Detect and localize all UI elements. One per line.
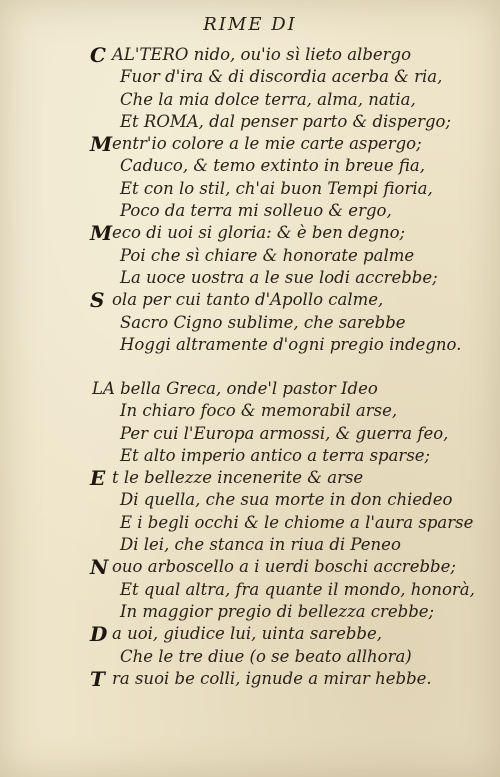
verse-text: Che le tre diue (o se beato allhora) [120, 646, 412, 666]
verse-line [0, 467, 500, 489]
sonnet-1 [0, 44, 500, 356]
initial-letter: S [90, 288, 105, 313]
verse-text: AL'TERO nido, ou'io sì lieto albergo [112, 45, 412, 64]
verse-line [0, 601, 500, 623]
verse-line [0, 334, 500, 356]
verse-text: a uoi, giudice lui, uinta sarebbe, [112, 624, 382, 644]
verse-line [0, 579, 500, 601]
verse-text: Et con lo stil, ch'ai buon Tempi fioria, [120, 178, 433, 198]
verse-line [0, 66, 500, 88]
verse-line [0, 623, 500, 645]
verse-text: La uoce uostra a le sue lodi accrebbe; [120, 267, 438, 287]
verse-line [0, 445, 500, 467]
verse-line [0, 312, 500, 334]
verse-text: Et ROMA, dal penser parto & dispergo; [120, 111, 452, 131]
verse-text: Caduco, & temo extinto in breue fia, [120, 156, 425, 176]
verse-line [0, 646, 500, 668]
verse-text: Et qual altra, fra quante il mondo, honorà, [120, 579, 475, 599]
initial-letter: D [90, 622, 108, 647]
verse-text: Hoggi altramente d'ogni pregio indegno. [120, 334, 462, 354]
verse-line [0, 289, 500, 311]
verse-text: Di quella, che sua morte in don chiedeo [120, 490, 453, 510]
verse-text: In maggior pregio di bellezza crebbe; [120, 601, 435, 621]
verse-text: Et alto imperio antico a terra sparse; [120, 445, 431, 465]
verse-text: Che la mia dolce terra, alma, natia, [120, 89, 416, 109]
verse-line [0, 512, 500, 534]
verse-text: ra suoi be colli, ignude a mirar hebbe. [112, 668, 432, 688]
verse-text: Fuor d'ira & di discordia acerba & ria, [120, 67, 443, 87]
verse-line [0, 400, 500, 422]
verse-line [0, 222, 500, 244]
verse-line [0, 178, 500, 200]
verse-text: Di lei, che stanca in riua di Peneo [120, 535, 401, 555]
verse-line [0, 556, 500, 578]
verse-line [0, 200, 500, 222]
verse-text: Poco da terra mi solleuo & ergo, [120, 201, 392, 221]
verse-line [0, 668, 500, 690]
initial-letter: T [90, 666, 105, 691]
initial-letter: C [90, 43, 106, 67]
initial-letter: M [90, 132, 113, 157]
verse-text: ouo arboscello a i uerdi boschi accrebbe; [112, 557, 456, 577]
verse-text: eco di uoi si gloria: & è ben degno; [112, 223, 406, 243]
verse-line [0, 44, 500, 66]
verse-text: ola per cui tanto d'Apollo calme, [112, 290, 384, 310]
initial-letter: M [90, 221, 113, 246]
verse-text: Per cui l'Europa armossi, & guerra feo, [120, 423, 449, 443]
verse-line [0, 534, 500, 556]
verse-line [0, 423, 500, 445]
verse-text: E i begli occhi & le chiome a l'aura sparse [120, 512, 474, 532]
verse-line [0, 155, 500, 177]
verse-text: t le bellezze incenerite & arse [112, 468, 364, 488]
sonnet-2 [0, 378, 500, 690]
verse-text: LA bella Greca, onde'l pastor Ideo [92, 379, 378, 398]
verse-line [0, 489, 500, 511]
verse-line [0, 267, 500, 289]
verse-line [0, 111, 500, 133]
initial-letter: N [90, 555, 109, 580]
verse-text: Sacro Cigno sublime, che sarebbe [120, 312, 406, 332]
running-head: RIME DI [203, 14, 297, 35]
verse-line [0, 245, 500, 267]
verse-text: In chiaro foco & memorabil arse, [120, 401, 398, 421]
initial-letter: E [90, 466, 106, 491]
verse-line [0, 378, 500, 400]
verse-line [0, 133, 500, 155]
verse-text: entr'io colore a le mie carte aspergo; [112, 134, 422, 154]
verse-text: Poi che sì chiare & honorate palme [120, 245, 415, 265]
verse-line [0, 89, 500, 111]
